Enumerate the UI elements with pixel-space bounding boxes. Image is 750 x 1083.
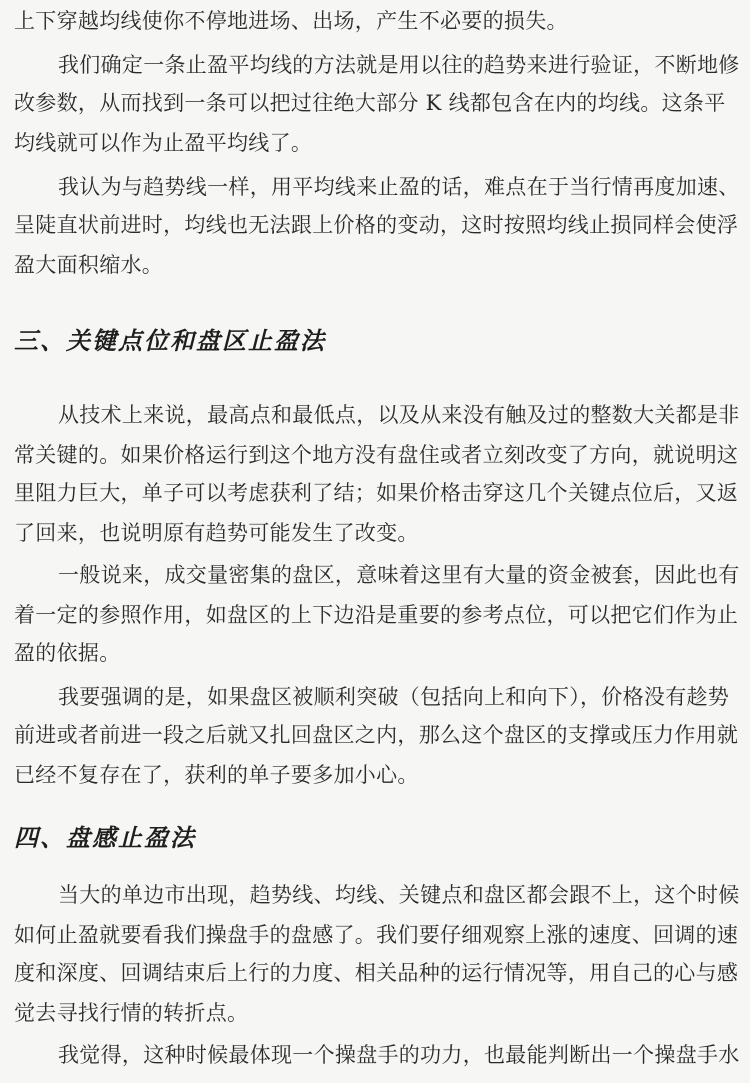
paragraph-line: 盈大面积缩水。 [14, 253, 164, 277]
paragraph-line: 着一定的参照作用，如盘区的上下边沿是重要的参考点位，可以把它们作为止 [14, 603, 739, 627]
paragraph-line: 我们确定一条止盈平均线的方法就是用以往的趋势来进行验证，不断地修 [58, 53, 740, 77]
paragraph-line: 从技术上来说，最高点和最低点，以及从来没有触及过的整数大关都是非 [58, 403, 740, 427]
paragraph-line: 已经不复存在了，获利的单子要多加小心。 [14, 763, 419, 787]
paragraph-line: 当大的单边市出现，趋势线、均线、关键点和盘区都会跟不上，这个时候 [58, 883, 740, 907]
paragraph-line: 上下穿越均线使你不停地进场、出场，产生不必要的损失。 [14, 9, 568, 33]
paragraph-line: 均线就可以作为止盈平均线了。 [14, 131, 313, 155]
paragraph-line: 改参数，从而找到一条可以把过往绝大部分 K 线都包含在内的均线。这条平 [14, 91, 726, 115]
paragraph-line: 呈陡直状前进时，均线也无法跟上价格的变动，这时按照均线止损同样会使浮 [14, 213, 739, 237]
paragraph-line: 前进或者前进一段之后就又扎回盘区之内，那么这个盘区的支撑或压力作用就 [14, 723, 739, 747]
paragraph-line: 我觉得，这种时候最体现一个操盘手的功力，也最能判断出一个操盘手水 [58, 1043, 740, 1067]
paragraph-line: 度和深度、回调结束后上行的力度、相关品种的运行情况等，用自己的心与感 [14, 961, 739, 985]
paragraph-line: 里阻力巨大，单子可以考虑获利了结；如果价格击穿这几个关键点位后，又返 [14, 481, 739, 505]
paragraph-line: 常关键的。如果价格运行到这个地方没有盘住或者立刻改变了方向，就说明这 [14, 443, 739, 467]
paragraph-line: 我认为与趋势线一样，用平均线来止盈的话，难点在于当行情再度加速、 [58, 175, 740, 199]
paragraph-line: 盈的依据。 [14, 641, 121, 665]
paragraph-line: 了回来，也说明原有趋势可能发生了改变。 [14, 521, 419, 545]
section-heading: 四、盘感止盈法 [14, 823, 196, 852]
paragraph-line: 觉去寻找行情的转折点。 [14, 1001, 249, 1025]
section-heading: 三、关键点位和盘区止盈法 [14, 326, 326, 355]
paragraph-line: 如何止盈就要看我们操盘手的盘感了。我们要仔细观察上涨的速度、回调的速 [14, 923, 739, 947]
paragraph-line: 我要强调的是，如果盘区被顺利突破（包括向上和向下），价格没有趁势 [58, 685, 730, 709]
paragraph-line: 一般说来，成交量密集的盘区，意味着这里有大量的资金被套，因此也有 [58, 563, 740, 587]
